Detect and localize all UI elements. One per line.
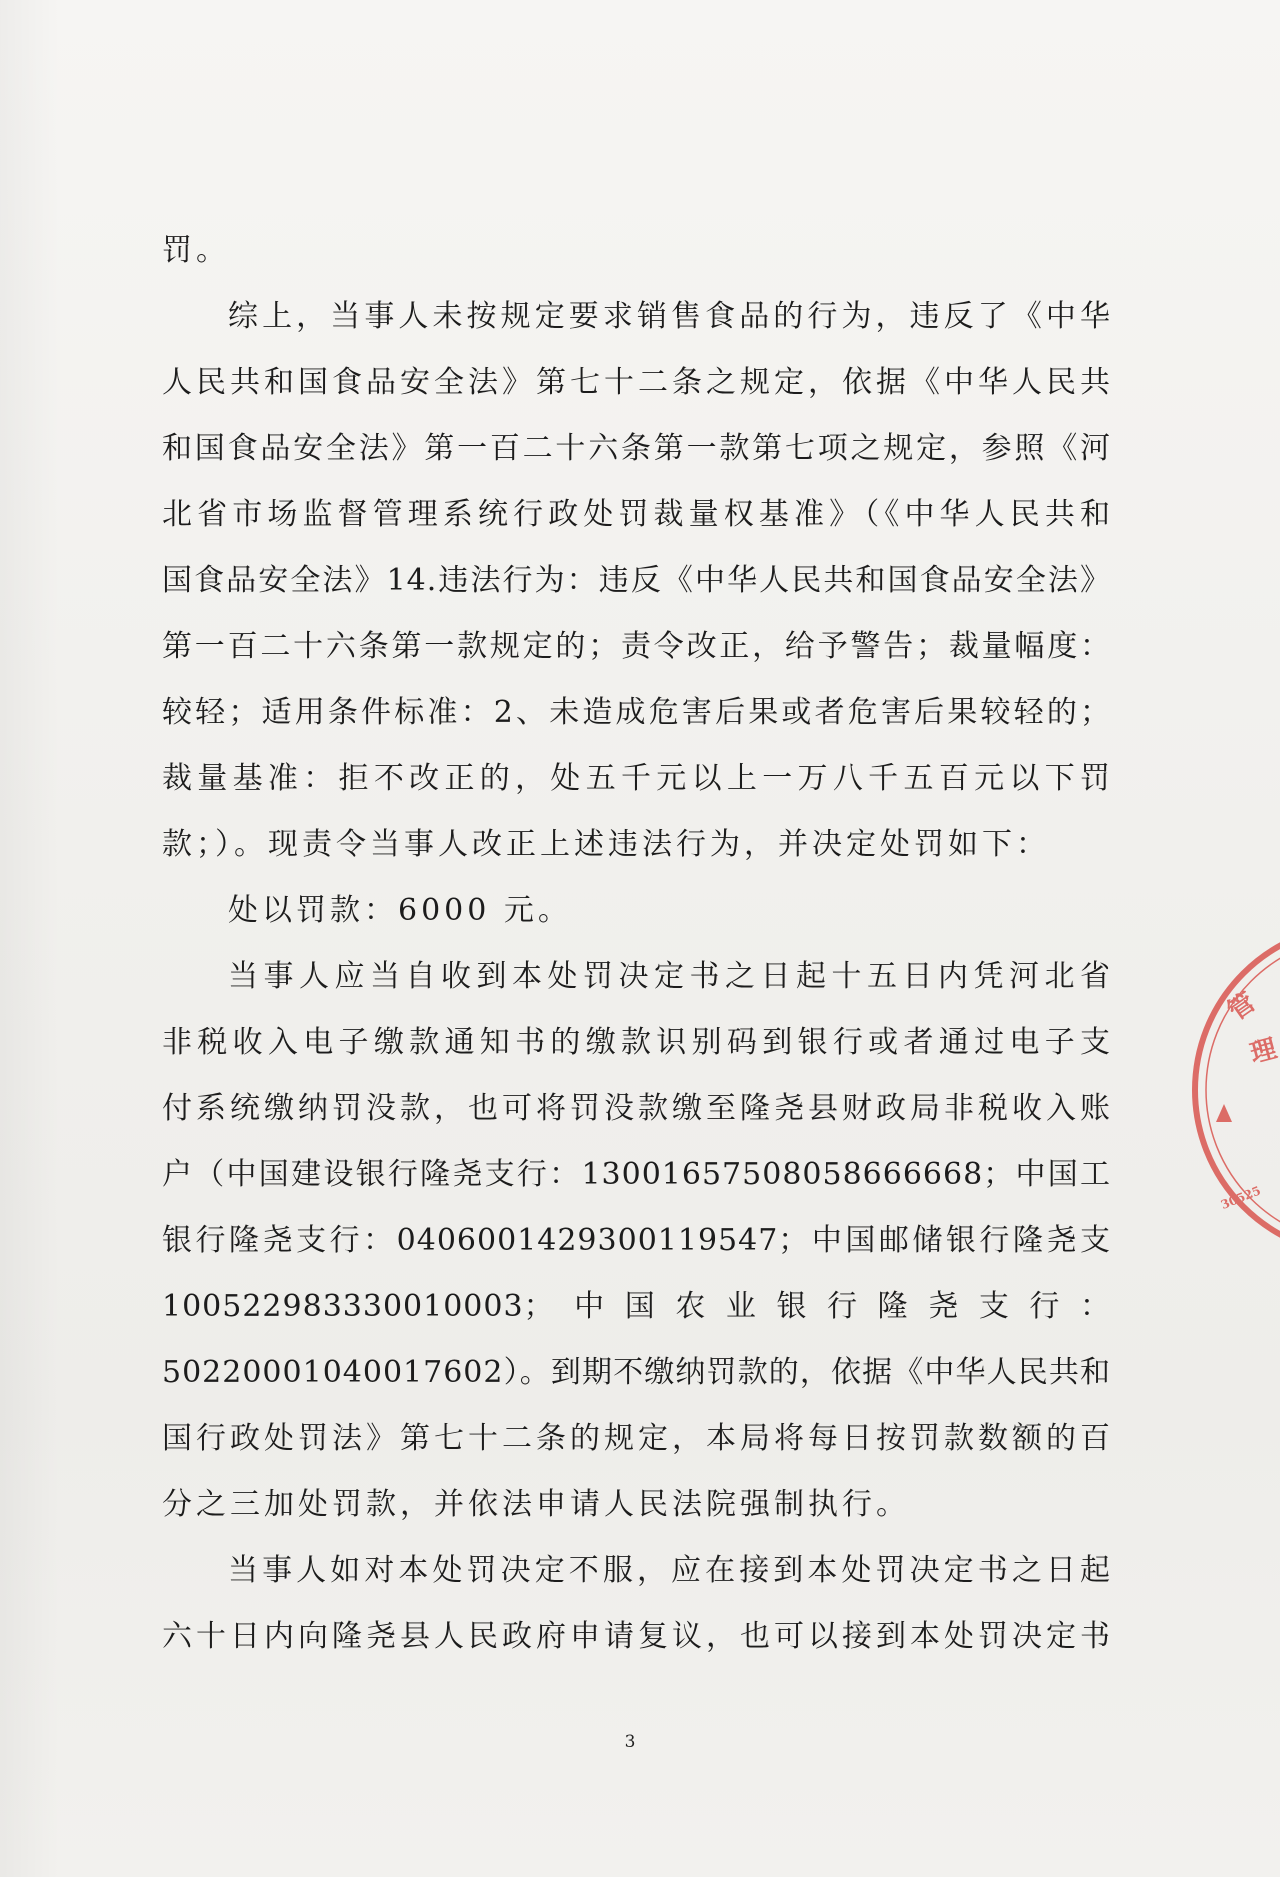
text-line: 分之三加处罚款，并依法申请人民法院强制执行。 — [162, 1487, 910, 1522]
text-line: 当事人如对本处罚决定不服，应在接到本处罚决定书之日起 — [228, 1553, 1111, 1588]
text-line: 50220001040017602）。到期不缴纳罚款的，依据《中华人民共和 — [162, 1355, 1111, 1390]
text-line: 100522983330010003；中国农业银行隆尧支行： — [162, 1289, 1111, 1324]
text-line: 国食品安全法》14.违法行为：违反《中华人民共和国食品安全法》 — [162, 563, 1111, 598]
page-number: 3 — [624, 1732, 636, 1752]
text-line: 罚。 — [162, 233, 230, 268]
seal-char: 管 — [1222, 987, 1262, 1027]
seal-outer-ring — [1195, 940, 1280, 1255]
text-line: 付系统缴纳罚没款，也可将罚没款缴至隆尧县财政局非税收入账 — [162, 1091, 1111, 1126]
paragraph — [162, 878, 1111, 944]
paragraph — [162, 284, 1111, 878]
text-line: 六十日内向隆尧县人民政府申请复议，也可以接到本处罚决定书 — [162, 1619, 1111, 1654]
paragraph — [162, 1538, 1111, 1670]
seal-char: 理 — [1247, 1033, 1280, 1070]
text-line: 当事人应当自收到本处罚决定书之日起十五日内凭河北省 — [228, 959, 1111, 994]
text-line: 银行隆尧支行：0406001429300119547；中国邮储银行隆尧支 — [162, 1223, 1111, 1258]
penalty-amount-line: 处以罚款：6000 元。 — [228, 893, 572, 928]
text-line: 第一百二十六条第一款规定的；责令改正，给予警告；裁量幅度： — [162, 629, 1111, 664]
seal-star-icon — [1216, 1104, 1232, 1122]
body-text — [162, 218, 1111, 1670]
text-line: 北省市场监督管理系统行政处罚裁量权基准》（《中华人民共和 — [162, 497, 1111, 532]
text-line: 综上，当事人未按规定要求销售食品的行为，违反了《中华 — [228, 299, 1111, 334]
text-line: 较轻；适用条件标准：2、未造成危害后果或者危害后果较轻的； — [162, 695, 1111, 730]
official-seal — [1180, 940, 1280, 1270]
seal-number: 30525 — [1218, 1183, 1263, 1212]
text-line: 和国食品安全法》第一百二十六条第一款第七项之规定，参照《河 — [162, 431, 1111, 466]
text-line: 户（中国建设银行隆尧支行：13001657508058666668；中国工 — [162, 1157, 1111, 1192]
text-line: 人民共和国食品安全法》第七十二条之规定，依据《中华人民共 — [162, 365, 1111, 400]
text-line: 非税收入电子缴款通知书的缴款识别码到银行或者通过电子支 — [162, 1025, 1111, 1060]
paragraph — [162, 944, 1111, 1538]
paragraph — [162, 218, 1111, 284]
text-line: 国行政处罚法》第七十二条的规定，本局将每日按罚款数额的百 — [162, 1421, 1111, 1456]
text-line: 款；）。现责令当事人改正上述违法行为，并决定处罚如下： — [162, 827, 1050, 862]
text-line: 裁量基准：拒不改正的，处五千元以上一万八千五百元以下罚 — [162, 761, 1111, 796]
